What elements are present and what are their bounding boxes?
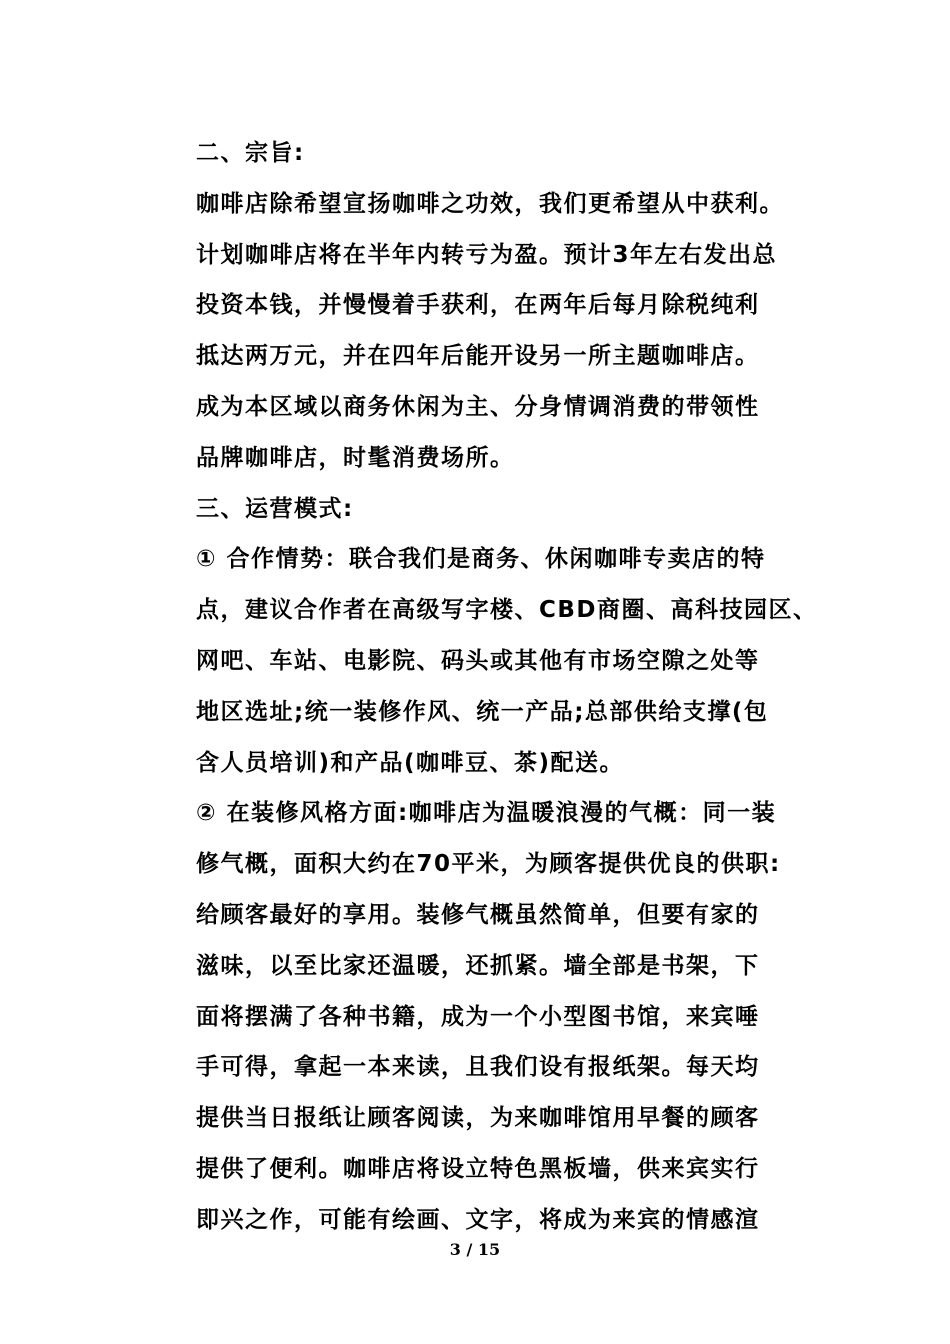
text-line: 修气概，面积大约在70平米，为顾客提供优良的供职:	[196, 851, 781, 878]
page-number: 3 / 15	[449, 1240, 501, 1259]
text-line: 计划咖啡店将在半年内转亏为盈。预计3年左右发出总	[196, 241, 778, 268]
text-line: 手可得，拿起一本来读，且我们设有报纸架。每天均	[196, 1054, 760, 1081]
text-line: 咖啡店除希望宣扬咖啡之功效，我们更希望从中获利。	[196, 190, 784, 217]
heading-operation-mode: 三、运营模式:	[196, 495, 354, 522]
heading-purpose: 二、宗旨:	[196, 140, 305, 166]
text-line: 点，建议合作者在高级写字楼、CBD商圈、高科技园区、	[196, 597, 818, 624]
text-line: 提供当日报纸让顾客阅读，为来咖啡馆用早餐的顾客	[196, 1105, 760, 1132]
text-line: ② 在装修风格方面:咖啡店为温暖浪漫的气概：同一装	[196, 800, 777, 827]
text-line: 面将摆满了各种书籍，成为一个小型图书馆，来宾唾	[196, 1003, 760, 1030]
text-line: 滋味，以至比家还温暖，还抓紧。墙全部是书架，下	[196, 952, 760, 979]
text-line: 成为本区域以商务休闲为主、分身情调消费的带领性	[196, 393, 760, 420]
text-line: 给顾客最好的享用。装修气概虽然简单，但要有家的	[196, 901, 760, 928]
text-line: 含人员培训)和产品(咖啡豆、茶)配送。	[196, 749, 625, 776]
text-line: 即兴之作，可能有绘画、文字，将成为来宾的情感渲	[196, 1206, 760, 1233]
text-line: ① 合作情势：联合我们是商务、休闲咖啡专卖店的特	[196, 546, 766, 573]
text-line: 提供了便利。咖啡店将设立特色黑板墙，供来宾实行	[196, 1155, 760, 1182]
body-text	[196, 128, 836, 1246]
text-line: 投资本钱，并慢慢着手获利，在两年后每月除税纯利	[196, 292, 760, 319]
text-line: 抵达两万元，并在四年后能开设另一所主题咖啡店。	[196, 343, 760, 370]
text-line: 品牌咖啡店，时髦消费场所。	[196, 444, 515, 471]
text-line: 地区选址;统一装修作风、统一产品;总部供给支撑(包	[196, 698, 769, 725]
text-line: 网吧、车站、电影院、码头或其他有市场空隙之处等	[196, 647, 760, 674]
